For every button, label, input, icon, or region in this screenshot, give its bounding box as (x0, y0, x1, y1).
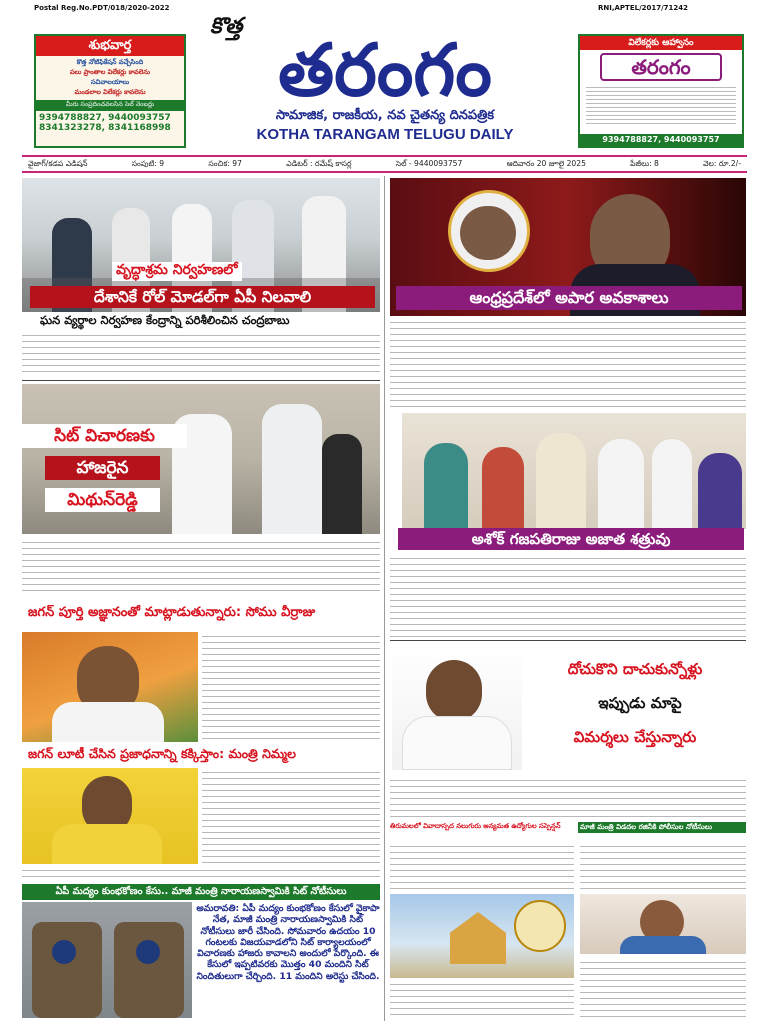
right-ad-top: విలేకర్లకు ఆహ్వానం (580, 36, 742, 50)
info-cell: సెల్ - 9440093757 (395, 158, 463, 168)
kotha-label: కొత్త (210, 14, 243, 39)
left-ad-phone: 8341323278, 8341168998 (39, 123, 171, 133)
info-editor: ఎడిటర్ : రమేష్ కాసర్ల (286, 158, 352, 168)
right-story5-body (580, 842, 746, 890)
right-story5-headline: మాజీ మంత్రి విడదల రజినీకి పోలీసుల నోటీసులు (578, 822, 746, 833)
right-story2-headline: అశోక్ గజపతిరాజు అజాత శత్రువు (398, 528, 744, 550)
right-story1-body (390, 318, 746, 410)
tirumala-temple-photo (390, 894, 574, 978)
right-ad-phone: 9394788827, 9440093757 (580, 134, 742, 146)
story5-body: అమరావతి: ఏపీ మద్యం కుంభకోణం కేసులో వైకాపా నేత, మాజీ మంత్రి నారాయణస్వామికి సిట్ నోటీసులు జారీ చేసింది. సోమవారం ఉదయం 10 గంటలకు విజయవాడలోని సిట్ కార్యాలయంలో విచారణకు హాజరు కావాలని అందులో పేర్కొంది. ఈ కేసులో ఇప్పటివరకు మొత్తం 40 మందిని సిట్ నిందితులుగా చేర్చింది. 11 మందిని అరెస్టు చేసింది. (196, 903, 380, 982)
tagline: సామాజిక, రాజకీయ, నవ చైతన్య దినపత్రిక (275, 108, 495, 123)
story4-headline: జగన్ లూటీ చేసిన ప్రజాధనాన్ని కక్కిస్తాం: మంత్రి నిమ్మల (28, 746, 296, 761)
right-story3-body (390, 776, 746, 820)
right-story3-headline-line3: విమర్శలు చేస్తున్నారు (573, 728, 697, 746)
info-issue: సంచిక: 97 (208, 158, 242, 168)
story1-headline-line1: వృద్ధాశ్రమ నిర్వహణలో (112, 262, 242, 281)
right-story3-headline-line2: ఇప్పుడు మాపై (598, 694, 682, 712)
masthead-title: తరంగం (278, 28, 492, 112)
info-date: ఆదివారం 20 జూలై 2025 (506, 158, 586, 168)
story1-headline-line2: దేశానికే రోల్ మోడల్‌గా ఏపీ నిలవాలి (30, 286, 375, 308)
right-story4-body-bottom (390, 980, 574, 1020)
story2-headline-line2: హాజరైన (45, 456, 160, 480)
story2-headline-line1: సిట్ విచారణకు (22, 424, 187, 448)
speaker-photo (392, 646, 522, 770)
right-story4-body (390, 842, 574, 890)
story2-body (22, 538, 380, 594)
left-ad-contact-label: మీరు సంప్రదించవలసిన సెల్ నెంబర్లు (36, 100, 184, 111)
left-ad-title: శుభవార్త (36, 36, 184, 56)
rni-number: RNI,APTEL/2017/71242 (598, 4, 689, 12)
postal-reg: Postal Reg.No.PDT/018/2020-2022 (34, 4, 170, 12)
story5-headline: ఏపీ మద్యం కుంభకోణం కేసు.. మాజీ మంత్రి నారాయణస్వామికి సిట్ నోటీసులు (22, 884, 380, 900)
left-ad-line: సచివాలయాలు (90, 78, 130, 86)
story3-body (202, 632, 380, 742)
story4-body-bottom (22, 866, 380, 882)
left-ad-line: కొత్త నోటిఫికేషన్ వచ్చేసింది (76, 58, 144, 66)
story1-subhead: ఘన వ్యర్థాల నిర్వహణ కేంద్రాన్ని పరిశీలించిన చంద్రబాబు (40, 313, 290, 327)
nimmala-photo (22, 768, 198, 864)
info-price: వెల: రూ.2/- (703, 158, 741, 168)
story2-headline-line3: మిథున్‌రెడ్డి (45, 488, 160, 512)
left-ad-phone: 9394788827, 9440093757 (39, 113, 171, 123)
right-ad-title: తరంగం (600, 53, 722, 81)
story1-body (22, 331, 380, 377)
right-ad-box (578, 34, 744, 148)
right-story5-body-bottom (580, 958, 746, 1020)
right-story1-headline: ఆంధ్రప్రదేశ్‌లో అపార అవకాశాలు (396, 286, 742, 310)
left-ad-line: పలు ప్రాంతాల విలేకర్లు కావలెను (69, 68, 151, 76)
english-title: KOTHA TARANGAM TELUGU DAILY (256, 126, 514, 143)
story3-headline: జగన్ పూర్తి అజ్ఞానంతో మాట్లాడుతున్నారు: సోము వీర్రాజు (28, 605, 316, 620)
right-story4-headline: తిరుమలలో వివాదాస్పద నలుగురు అన్యమత ఉద్యోగుల సస్పెన్షన్ (390, 822, 561, 830)
right-story3-headline-line1: దోచుకొని దాచుకున్నోళ్లు (567, 660, 703, 678)
somu-veerraju-photo (22, 632, 198, 742)
info-pages: పేజీలు: 8 (630, 158, 659, 168)
info-volume: సంపుటి: 9 (131, 158, 165, 168)
right-story2-body (390, 554, 746, 638)
info-edition: వైజాగ్/కడప ఎడిషన్ (28, 158, 88, 168)
left-ad-line: మండలాల విలేకర్లు కావలెను (74, 88, 146, 96)
police-photo (22, 902, 192, 1018)
left-ad-box (34, 34, 186, 148)
rajini-photo (580, 894, 746, 954)
story4-body (202, 768, 380, 864)
info-bar (22, 155, 747, 173)
ashok-gajapathi-photo (402, 413, 746, 529)
